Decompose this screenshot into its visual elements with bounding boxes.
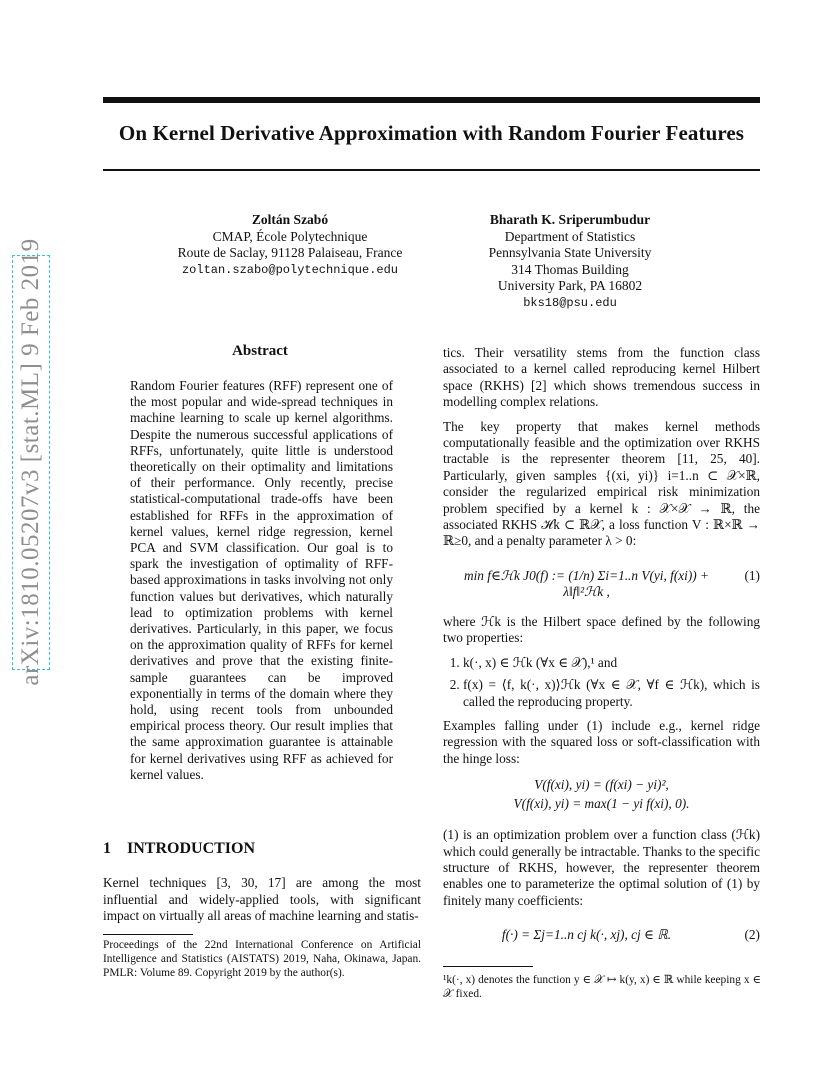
author-name: Bharath K. Sriperumbudur [489, 212, 651, 227]
equation-1 [443, 560, 760, 604]
footnote-rule [443, 966, 533, 967]
author-department: Department of Statistics [504, 228, 636, 244]
section-number: 1 [103, 840, 111, 857]
paragraph: The key property that makes kernel methods computationally feasible and the optimization over RKHS tractable is the representer theorem [11, 25, 40]. Particularly, given samples {(xi, yi)} i=1..n ⊂ 𝒳×ℝ, consider the regularized empirical risk minimization problem specified by a kernel k : 𝒳×𝒳 → ℝ, the associated RKHS ℋk ⊂ ℝ𝒳, a loss function V : ℝ×ℝ → ℝ≥0, and a penalty parameter λ > 0: [443, 418, 760, 549]
property-list [443, 655, 760, 710]
title-top-rule [103, 97, 760, 103]
paragraph: Examples falling under (1) include e.g., kernel ridge regression with the squared loss or soft-classification with the hinge loss: [443, 717, 760, 766]
author-email: bks18@psu.edu [523, 295, 617, 310]
author-building: 314 Thomas Building [511, 261, 629, 277]
abstract-text: Random Fourier features (RFF) represent one of the most popular and wide-spread techniques in machine learning to scale up kernel algorithms. Despite the numerous successful applications of RFFs, unfortunately, quite little is understood theoretically on their optimality and limitations of their performance. Only recently, precise statistical-computational trade-offs have been established for RFFs in the approximation of kernel values, kernel ridge regression, kernel PCA and SVM classification. Our goal is to spark the investigation of optimality of RFF-based approximations in tasks involving not only function values but derivatives, which naturally lead to optimization problems with kernel derivatives. Particularly, in this paper, we focus on the approximation quality of RFFs for kernel derivatives and prove that the existing finite-sample guarantees can be improved exponentially in terms of the domain where they hold, using recent tools from unbounded empirical process theory. Our result implies that the same approximation guarantee is attainable for kernel derivatives using RFF as achieved for kernel values. [130, 378, 393, 782]
paragraph: (1) is an optimization problem over a function class (ℋk) which could generally be intractable. Thanks to the specific structure of RKHS, however, the representer theorem enables one to parameterize the optimal solution of (1) by finitely many coefficients: [443, 827, 760, 908]
author-address: University Park, PA 16802 [497, 278, 643, 293]
equation-2 [443, 919, 760, 963]
equation-number: (1) [744, 567, 760, 583]
loss-equations [443, 775, 760, 813]
equation-body: min f∈ℋk J0(f) := (1/n) Σi=1..n V(yi, f(xi)) + λ‖f‖²ℋk , [464, 567, 709, 600]
kernel-footnote: ¹k(·, x) denotes the function y ∈ 𝒳 ↦ k(y, x) ∈ ℝ while keeping x ∈ 𝒳 fixed. [443, 974, 761, 1001]
footnote-rule [103, 934, 193, 935]
author-block-1 [160, 212, 420, 278]
section-heading-introduction [103, 840, 255, 858]
intro-paragraph: Kernel techniques [3, 30, 17] are among the most influential and widely-applied tools, with significant impact on virtually all areas of machine learning and statis- [103, 875, 421, 923]
equation-number: (2) [744, 927, 760, 943]
author-email: zoltan.szabo@polytechnique.edu [181, 262, 399, 277]
hinge-loss-equation: V(f(xi), yi) = max(1 − yi f(xi), 0). [513, 796, 690, 812]
section-title: INTRODUCTION [127, 840, 256, 857]
arxiv-stamp: arXiv:1810.05207v3 [stat.ML] 9 Feb 2019 [17, 238, 44, 686]
abstract-heading: Abstract [232, 343, 288, 359]
author-affiliation: CMAP, École Polytechnique [212, 228, 368, 244]
author-address: Route de Saclay, 91128 Palaiseau, France [177, 245, 403, 260]
proceedings-footnote: Proceedings of the 22nd International Conference on Artificial Intelligence and Statistics (AISTATS) 2019, Naha, Okinawa, Japan. PMLR: Volume 89. Copyright 2019 by the author(s). [103, 939, 421, 980]
author-university: Pennsylvania State University [488, 245, 652, 260]
paragraph: where ℋk is the Hilbert space defined by the following two properties: [443, 613, 760, 646]
squared-loss-equation: V(f(xi), yi) = (f(xi) − yi)², [534, 777, 669, 793]
author-name: Zoltán Szabó [251, 212, 329, 227]
paper-title: On Kernel Derivative Approximation with Random Fourier Features [118, 121, 745, 145]
list-item: 1. k(·, x) ∈ ℋk (∀x ∈ 𝒳),¹ and [463, 655, 760, 671]
author-block-2 [440, 212, 700, 311]
list-item: 2. f(x) = ⟨f, k(·, x)⟩ℋk (∀x ∈ 𝒳, ∀f ∈ ℋk), which is called the reproducing property. [463, 677, 760, 710]
right-column [443, 345, 760, 973]
title-bottom-rule [103, 169, 760, 171]
paragraph: tics. Their versatility stems from the function class associated to a kernel called reproducing kernel Hilbert space (RKHS) [2] which shows tremendous success in modelling complex relations. [443, 345, 760, 410]
equation-body: f(·) = Σj=1..n cj k(·, xj), cj ∈ ℝ. [501, 927, 672, 943]
